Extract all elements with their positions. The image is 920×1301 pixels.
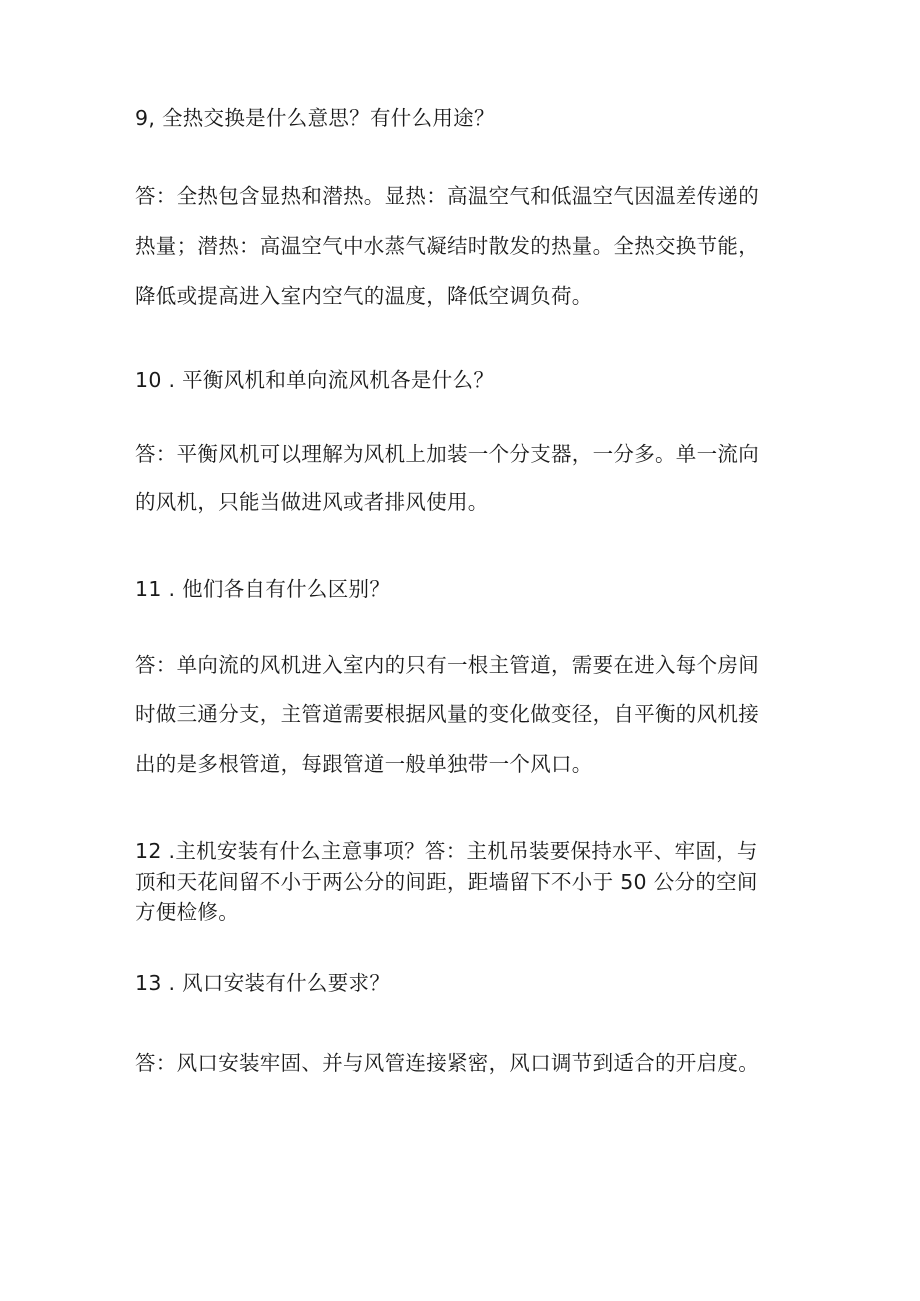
answer-11-line-2: 时做三通分支，主管道需要根据风量的变化做变径，自平衡的风机接	[135, 702, 759, 726]
question-12-line-2: 顶和天花间留不小于两公分的间距，距墙留下不小于 50 公分的空间	[135, 870, 758, 894]
answer-13-line-1: 答：风口安装牢固、并与风管连接紧密，风口调节到适合的开启度。	[135, 1051, 759, 1075]
question-11: 11 . 他们各自有什么区别？	[135, 577, 391, 601]
answer-10-line-1: 答：平衡风机可以理解为风机上加装一个分支器，一分多。单一流向	[135, 442, 759, 466]
answer-9-line-1: 答：全热包含显热和潜热。显热：高温空气和低温空气因温差传递的	[135, 184, 759, 208]
question-10: 10 . 平衡风机和单向流风机各是什么？	[135, 368, 495, 392]
question-12-line-1: 12 .主机安装有什么主意事项？答：主机吊装要保持水平、牢固，与	[135, 839, 758, 863]
answer-9-line-3: 降低或提高进入室内空气的温度，降低空调负荷。	[135, 284, 593, 308]
answer-11-line-1: 答：单向流的风机进入室内的只有一根主管道，需要在进入每个房间	[135, 653, 759, 677]
answer-10-line-2: 的风机，只能当做进风或者排风使用。	[135, 490, 489, 514]
question-12-line-3: 方便检修。	[135, 900, 239, 924]
answer-11-line-3: 出的是多根管道，每跟管道一般单独带一个风口。	[135, 752, 593, 776]
question-13: 13 . 风口安装有什么要求？	[135, 971, 391, 995]
answer-9-line-2: 热量；潜热：高温空气中水蒸气凝结时散发的热量。全热交换节能，	[135, 234, 759, 258]
question-9: 9, 全热交换是什么意思？有什么用途？	[135, 106, 495, 130]
